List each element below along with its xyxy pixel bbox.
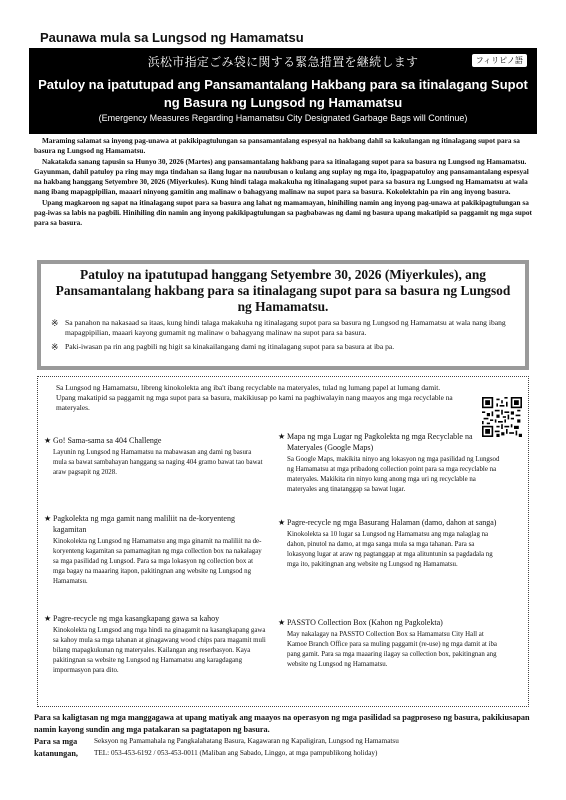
star-icon: ★: [44, 436, 52, 445]
callout-note-2-text: Paki-iwasan pa rin ang pagbili ng higit sa kinakailangang dami ng itinalagang supot para sa basura at iba pa.: [65, 341, 395, 351]
section-heading: [44, 513, 266, 535]
section-wooden-furniture: [44, 613, 266, 676]
contact-block: [34, 736, 534, 759]
callout-note-2: [51, 342, 515, 352]
language-tag: フィリピノ語: [472, 54, 527, 67]
section-title: Pagre-recycle ng mga Basurang Halaman (damo, dahon at sanga): [287, 518, 497, 527]
intro-text: [34, 136, 534, 229]
section-body: Kinokolekta ng Lungsod ang mga hindi na ginagamit na kasangkapang gawa sa kahoy mula sa mga tahanan at ginagawang wood chips para magamit muli bilang mapagkukunan ng materyales. Kailangan ang reserbasyon. Kaya pakitingnan sa website ng Lungsod ng Hamamatsu ang karagdagang impormasyon para dito.: [53, 627, 266, 674]
intro-paragraph-2: Nakatakda sanang tapusin sa Hunyo 30, 2026 (Martes) ang pansamantalang hakbang para sa itinalagang supot para sa basura ng Lungsod ng Hamamatsu. Gayunman, dahil patuloy pa ring may mga tindahan sa ilang lugar na nauubusan o kulang ang suplay ng mga ito, ipagpapatuloy ang pansamantalang espesyal na hakbang hanggang Setyembre 30, 2026 (Miyerkules). Kung hindi talaga makakuha ng itinalagang supot para sa basura ng Lungsod ng Hamamatsu at wala nang ibang mapagpipilian, maaari ninyong gamitin ang malinaw o bahagyang malinaw na supot para sa basura. Kokolektahin pa rin ang inyong basura.: [34, 156, 529, 197]
callout-note-1-text: Sa panahon na nakasaad sa itaas, kung hindi talaga makakuha ng itinalagang supot para sa basura ng Lungsod ng Hamamatsu at wala nang ibang mapagpipilian, maaari kayong gumamit ng malinaw o bahagyang malinaw na supot para sa basura.: [65, 318, 506, 338]
title-banner: [29, 48, 537, 134]
section-body: Kinokolekta sa 10 lugar sa Lungsod ng Hamamatsu ang mga nalaglag na dahon, pinutol na damo, at mga sanga mula sa mga tahanan. Para sa lokasyong lugar at araw ng pagtanggap at mga alituntunin sa pagdadala ng mga ito, pakitingnan ang website ng Lungsod ng Hamamatsu.: [287, 531, 493, 568]
callout-heading: Patuloy na ipatutupad hanggang Setyembre 30, 2026 (Miyerkules), ang Pansamantalang hakbang para sa itinalagang supot para sa basura ng Lungsod ng Hamamatsu.: [55, 267, 511, 314]
section-title: PASSTO Collection Box (Kahon ng Pagkolekta): [287, 618, 443, 627]
footer-warning: Para sa kaligtasan ng mga manggagawa at upang matiyak ang maayos na operasyon ng mga pasilidad sa pagproseso ng basura, pakikiusapan namin kayong sundin ang mga patakaran sa pagtatapon ng basura.: [34, 713, 530, 734]
japanese-title: 浜松市指定ごみ袋に関する緊急措置を継続します: [147, 55, 419, 69]
english-subtitle: (Emergency Measures Regarding Hamamatsu City Designated Garbage Bags will Continue): [98, 113, 468, 123]
title-line-1: Patuloy na ipatutupad ang Pansamantalang Hakbang para sa itinalagang Supot: [38, 77, 528, 92]
section-heading: [44, 435, 266, 446]
section-title: Pagre-recycle ng mga kasangkapang gawa sa kahoy: [53, 614, 220, 623]
section-heading: [278, 431, 500, 453]
section-body: Kinokolekta ng Lungsod ng Hamamatsu ang mga ginamit na maliliit na de-koryenteng kagamitan sa pamamagitan ng mga collection box na nakalagay sa mga pasilidad ng Lungsod. Para sa mga lokasyon ng collection box at mga bagay na maaaring itapon, pakitingnan ang website ng Lungsod ng Hamamatsu.: [53, 538, 262, 585]
section-body: May nakalagay na PASSTO Collection Box sa Hamamatsu City Hall at Kamoe Branch Office para sa muling paggamit (re-use) ng mga damit at iba pang gamit. Para sa mga maaaring ilagay sa collection box, pakitingnan ang website ng Lungsod ng Hamamatsu.: [287, 631, 497, 668]
callout-note-1: [51, 318, 515, 339]
section-google-maps: [278, 431, 500, 495]
section-body: Sa Google Maps, makikita ninyo ang lokasyon ng mga pasilidad ng Lungsod ng Hamamatsu at mga pribadong collection point para sa mga recyclable na materyales. Makikita rin ninyo kung anong mga uri ng recyclable na materyales ang tinatanggap sa bawat lugar.: [287, 456, 500, 493]
recycling-lead: [56, 383, 466, 413]
intro-paragraph-1: Maraming salamat sa inyong pag-unawa at pakikipagtulungan sa pansamantalang espesyal na hakbang dahil sa kakulangan ng itinalagang supot para sa basura ng Lungsod ng Hamamatsu.: [34, 136, 520, 156]
section-404-challenge: [44, 435, 266, 478]
star-icon: ★: [278, 618, 286, 627]
section-body: Layunin ng Lungsod ng Hamamatsu na mabawasan ang dami ng basura mula sa bawat sambahayan hanggang sa naging 404 gramo bawat tao bawat araw pagsapit ng 2028.: [53, 449, 263, 476]
section-small-electronics: [44, 513, 266, 587]
section-passto-box: [278, 617, 500, 670]
intro-paragraph-3: Upang magkaroon ng sapat na itinalagang supot para sa basura ang lahat ng mamamayan, hinihiling namin ang inyong pag-unawa at pakikipagtulungan sa pag-iwas sa labis na pagbili. Hinihiling din namin ang inyong pakikipagtulungan sa pagbabawas ng dami ng basura upang makatipid sa paggamit ng mga supot para sa basura.: [34, 197, 532, 228]
reference-mark-icon: ※: [51, 318, 59, 328]
reference-mark-icon: ※: [51, 341, 59, 352]
star-icon: ★: [44, 614, 52, 623]
star-icon: ★: [278, 432, 286, 441]
section-title: Go! Sama-sama sa 404 Challenge: [53, 436, 162, 445]
contact-office: Seksyon ng Pamamahala ng Pangkalahatang Basura, Kagawaran ng Kapaligiran, Lungsod ng Hamamatsu: [94, 737, 399, 745]
section-title: Mapa ng mga Lugar ng Pagkolekta ng mga Recyclable na Materyales (Google Maps): [287, 432, 473, 452]
section-heading: [278, 517, 500, 528]
extension-callout: [37, 260, 529, 370]
section-title: Pagkolekta ng mga gamit nang maliliit na de-koryenteng kagamitan: [53, 514, 235, 534]
contact-label: Para sa mga katanungan,: [34, 737, 78, 758]
section-heading: [44, 613, 266, 624]
contact-details: [94, 736, 399, 759]
star-icon: ★: [44, 514, 52, 523]
section-plant-waste: [278, 517, 500, 570]
contact-phone: TEL: 053-453-6192 / 053-453-0011 (Maliban ang Sabado, Linggo, at mga pampublikong holiday): [94, 748, 378, 757]
section-heading: [278, 617, 500, 628]
star-icon: ★: [278, 518, 286, 527]
recycling-lead-2: Upang makatipid sa paggamit ng mga supot para sa basura, makikiusap po kami na paghiwalayin nang maayos ang mga recyclable na materyales.: [56, 393, 453, 412]
title-line-2: ng Basura ng Lungsod ng Hamamatsu: [163, 95, 403, 110]
top-label: Paunawa mula sa Lungsod ng Hamamatsu: [40, 30, 304, 45]
footer: [34, 712, 534, 759]
recycling-box: [37, 376, 529, 707]
recycling-lead-1: Sa Lungsod ng Hamamatsu, libreng kinokolekta ang iba't ibang recyclable na materyales, tulad ng lumang papel at lumang damit.: [56, 383, 441, 392]
